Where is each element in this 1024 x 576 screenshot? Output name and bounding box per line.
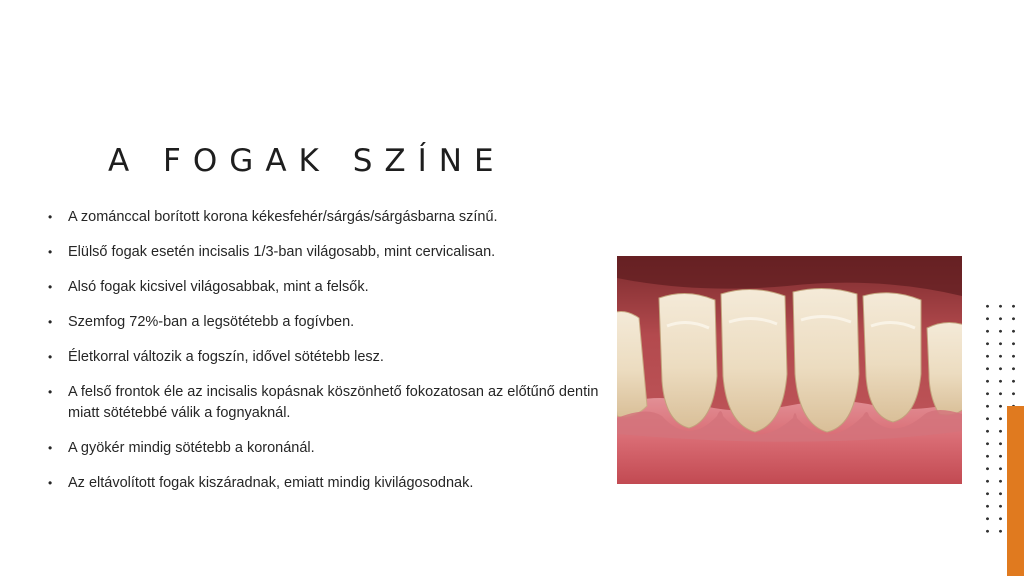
bullet-icon: • bbox=[48, 385, 53, 399]
accent-bar bbox=[1007, 406, 1024, 576]
bullet-icon: • bbox=[48, 350, 53, 364]
tooth-4 bbox=[863, 293, 921, 422]
tooth-2 bbox=[721, 289, 787, 432]
bullet-icon: • bbox=[48, 315, 53, 329]
slide-title: A FOGAK SZÍNE bbox=[108, 143, 506, 179]
list-item bbox=[42, 473, 602, 494]
bullet-icon: • bbox=[48, 441, 53, 455]
bullet-icon: • bbox=[48, 280, 53, 294]
list-item bbox=[42, 277, 602, 298]
teeth-photo bbox=[617, 256, 962, 484]
bullet-list bbox=[42, 207, 602, 508]
list-item bbox=[42, 347, 602, 368]
list-item bbox=[42, 242, 602, 263]
bullet-text: Elülső fogak esetén incisalis 1/3-ban világosabb, mint cervicalisan. bbox=[68, 244, 496, 260]
bullet-text: A gyökér mindig sötétebb a koronánál. bbox=[68, 440, 315, 456]
bullet-text: A zománccal borított korona kékesfehér/sárgás/sárgásbarna színű. bbox=[68, 209, 498, 225]
tooth-3 bbox=[793, 288, 859, 432]
bullet-icon: • bbox=[48, 210, 53, 224]
list-item bbox=[42, 207, 602, 228]
bullet-text: A felső frontok éle az incisalis kopásnak köszönhető fokozatosan az előtűnő dentin miatt sötétebbé válik a fognyaknál. bbox=[68, 384, 599, 421]
bullet-text: Életkorral változik a fogszín, idővel sötétebb lesz. bbox=[68, 349, 384, 365]
list-item bbox=[42, 312, 602, 333]
list-item bbox=[42, 438, 602, 459]
bullet-text: Az eltávolított fogak kiszáradnak, emiatt mindig kivilágosodnak. bbox=[68, 475, 474, 491]
bullet-text: Szemfog 72%-ban a legsötétebb a fogívben. bbox=[68, 314, 355, 330]
bullet-icon: • bbox=[48, 476, 53, 490]
bullet-text: Alsó fogak kicsivel világosabbak, mint a felsők. bbox=[68, 279, 369, 295]
list-item bbox=[42, 382, 602, 424]
bullet-icon: • bbox=[48, 245, 53, 259]
tooth-1 bbox=[659, 293, 717, 428]
teeth-illustration bbox=[617, 256, 962, 484]
